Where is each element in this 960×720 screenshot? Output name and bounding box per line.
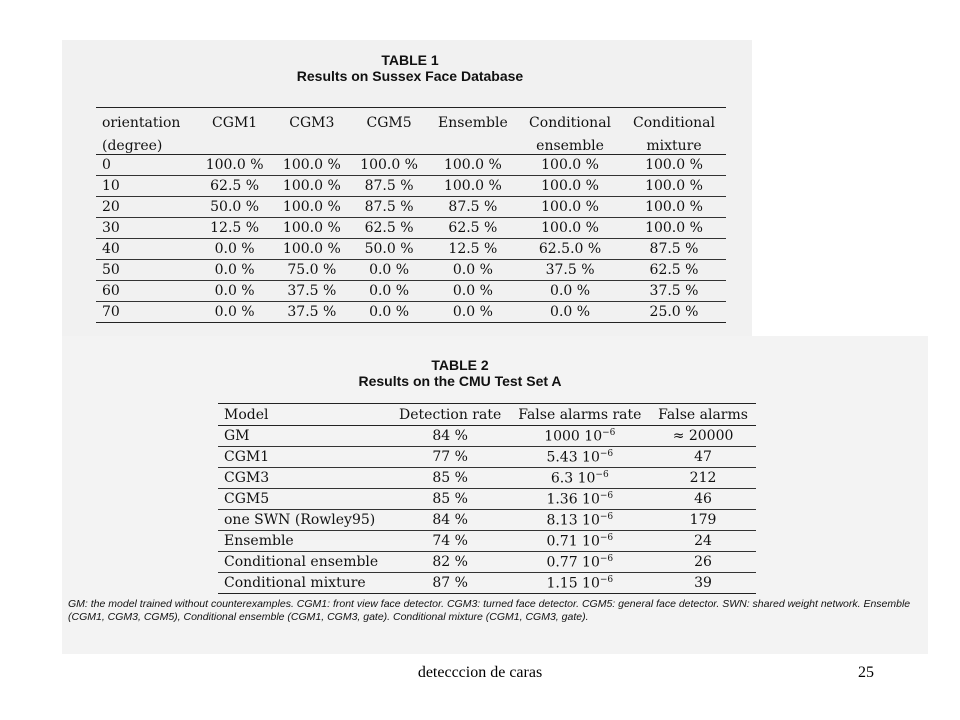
header-cell: [273, 131, 350, 155]
model-cell: CGM1: [218, 447, 391, 468]
table-row: [218, 447, 756, 468]
false-alarm-rate-base: 1.15 10: [546, 575, 600, 592]
orientation-cell: 10: [96, 176, 196, 197]
result-cell: 87.5 %: [622, 239, 726, 260]
table-row: [218, 426, 756, 447]
false-alarm-rate-base: 1.36 10: [546, 491, 600, 508]
model-cell: CGM3: [218, 468, 391, 489]
result-cell: 100.0 %: [518, 197, 622, 218]
result-cell: 37.5 %: [622, 281, 726, 302]
result-cell: 12.5 %: [196, 218, 273, 239]
result-cell: 100.0 %: [350, 155, 427, 176]
false-alarms-cell: 46: [650, 489, 756, 510]
orientation-cell: 40: [96, 239, 196, 260]
table-row: [218, 489, 756, 510]
false-alarm-rate-base: 6.3 10: [550, 470, 596, 487]
result-cell: 37.5 %: [273, 302, 350, 323]
false-alarm-rate-cell: [510, 447, 651, 468]
result-cell: 100.0 %: [273, 218, 350, 239]
header-cell: ensemble: [518, 131, 622, 155]
false-alarm-rate-cell: [510, 510, 651, 531]
result-cell: 100.0 %: [622, 197, 726, 218]
table-2-header-row: [218, 404, 756, 426]
table-1-body: [96, 155, 726, 323]
result-cell: 0.0 %: [350, 281, 427, 302]
result-cell: 12.5 %: [428, 239, 518, 260]
table-row: [96, 302, 726, 323]
orientation-cell: 60: [96, 281, 196, 302]
table-row: [96, 260, 726, 281]
false-alarm-rate-exponent: −6: [599, 490, 614, 501]
detection-rate-cell: 74 %: [391, 531, 510, 552]
result-cell: 87.5 %: [428, 197, 518, 218]
header-cell: False alarms: [650, 404, 756, 426]
result-cell: 50.0 %: [350, 239, 427, 260]
header-cell: [428, 131, 518, 155]
result-cell: 100.0 %: [273, 176, 350, 197]
header-cell: (degree): [96, 131, 196, 155]
detection-rate-cell: 84 %: [391, 510, 510, 531]
result-cell: 0.0 %: [350, 260, 427, 281]
header-cell: [196, 131, 273, 155]
result-cell: 100.0 %: [428, 155, 518, 176]
result-cell: 0.0 %: [428, 281, 518, 302]
table-2-title: Results on the CMU Test Set A: [358, 373, 562, 390]
table-row: [218, 552, 756, 573]
result-cell: 0.0 %: [518, 281, 622, 302]
false-alarms-cell: 24: [650, 531, 756, 552]
cmu-results-table: [218, 403, 756, 594]
table-row: [218, 510, 756, 531]
result-cell: 0.0 %: [196, 239, 273, 260]
detection-rate-cell: 82 %: [391, 552, 510, 573]
result-cell: 0.0 %: [428, 302, 518, 323]
orientation-cell: 0: [96, 155, 196, 176]
model-cell: Conditional mixture: [218, 573, 391, 594]
orientation-cell: 70: [96, 302, 196, 323]
false-alarms-cell: ≈ 20000: [650, 426, 756, 447]
header-cell: CGM1: [196, 108, 273, 132]
table-1-header-row-bottom: [96, 131, 726, 155]
orientation-cell: 50: [96, 260, 196, 281]
header-cell: Conditional: [622, 108, 726, 132]
result-cell: 62.5 %: [196, 176, 273, 197]
result-cell: 100.0 %: [518, 218, 622, 239]
table-row: [218, 531, 756, 552]
false-alarms-cell: 39: [650, 573, 756, 594]
result-cell: 0.0 %: [428, 260, 518, 281]
result-cell: 62.5 %: [350, 218, 427, 239]
result-cell: 100.0 %: [428, 176, 518, 197]
orientation-cell: 20: [96, 197, 196, 218]
table-2-label: TABLE 2: [431, 357, 489, 373]
result-cell: 100.0 %: [196, 155, 273, 176]
table-footnote: GM: the model trained without counterexamples. CGM1: front view face detector. CGM3: turned face detector. CGM5: general face detector. SWN: shared weight network. Ensemble (CGM1, CGM3, CGM5), Conditional ensemble (CGM1, CGM3, gate). Conditional mixture (CGM1, CGM3, gate).: [68, 598, 911, 623]
header-cell: orientation: [96, 108, 196, 132]
header-cell: mixture: [622, 131, 726, 155]
table-row: [218, 468, 756, 489]
result-cell: 62.5 %: [622, 260, 726, 281]
model-cell: Conditional ensemble: [218, 552, 391, 573]
sussex-results-table: [96, 107, 726, 323]
result-cell: 25.0 %: [622, 302, 726, 323]
result-cell: 100.0 %: [273, 155, 350, 176]
false-alarm-rate-exponent: −6: [599, 511, 614, 522]
false-alarm-rate-cell: [510, 531, 651, 552]
header-cell: Conditional: [518, 108, 622, 132]
header-cell: False alarms rate: [510, 404, 651, 426]
false-alarm-rate-base: 8.13 10: [546, 512, 600, 529]
table-2-body: [218, 426, 756, 594]
result-cell: 100.0 %: [273, 239, 350, 260]
header-cell: CGM5: [350, 108, 427, 132]
result-cell: 100.0 %: [622, 155, 726, 176]
detection-rate-cell: 85 %: [391, 468, 510, 489]
result-cell: 50.0 %: [196, 197, 273, 218]
model-cell: one SWN (Rowley95): [218, 510, 391, 531]
detection-rate-cell: 77 %: [391, 447, 510, 468]
false-alarm-rate-base: 1000 10: [544, 428, 603, 445]
false-alarms-cell: 179: [650, 510, 756, 531]
header-cell: Model: [218, 404, 391, 426]
table-1-caption: [220, 52, 600, 84]
header-cell: Ensemble: [428, 108, 518, 132]
table-2-caption: [300, 357, 620, 389]
table-row: [96, 197, 726, 218]
header-cell: Detection rate: [391, 404, 510, 426]
table-row: [96, 176, 726, 197]
table-row: [96, 218, 726, 239]
result-cell: 87.5 %: [350, 176, 427, 197]
model-cell: Ensemble: [218, 531, 391, 552]
result-cell: 75.0 %: [273, 260, 350, 281]
false-alarm-rate-cell: [510, 468, 651, 489]
model-cell: GM: [218, 426, 391, 447]
false-alarm-rate-cell: [510, 489, 651, 510]
result-cell: 0.0 %: [196, 302, 273, 323]
result-cell: 62.5.0 %: [518, 239, 622, 260]
detection-rate-cell: 84 %: [391, 426, 510, 447]
model-cell: CGM5: [218, 489, 391, 510]
orientation-cell: 30: [96, 218, 196, 239]
false-alarm-rate-base: 0.71 10: [546, 533, 600, 550]
table-row: [96, 155, 726, 176]
result-cell: 37.5 %: [273, 281, 350, 302]
false-alarms-cell: 26: [650, 552, 756, 573]
false-alarms-cell: 212: [650, 468, 756, 489]
false-alarm-rate-cell: [510, 552, 651, 573]
false-alarm-rate-cell: [510, 426, 651, 447]
slide-footer-title: detecccion de caras: [417, 664, 543, 681]
table-1-label: TABLE 1: [381, 52, 439, 68]
false-alarm-rate-base: 5.43 10: [546, 449, 600, 466]
table-row: [96, 239, 726, 260]
result-cell: 100.0 %: [273, 197, 350, 218]
detection-rate-cell: 85 %: [391, 489, 510, 510]
false-alarm-rate-exponent: −6: [602, 427, 616, 438]
result-cell: 62.5 %: [428, 218, 518, 239]
header-cell: [350, 131, 427, 155]
result-cell: 0.0 %: [196, 281, 273, 302]
false-alarm-rate-exponent: −6: [595, 469, 609, 480]
result-cell: 100.0 %: [622, 218, 726, 239]
result-cell: 87.5 %: [350, 197, 427, 218]
false-alarm-rate-exponent: −6: [599, 574, 614, 585]
false-alarm-rate-exponent: −6: [599, 553, 614, 564]
false-alarm-rate-base: 0.77 10: [546, 554, 600, 571]
false-alarm-rate-exponent: −6: [599, 448, 614, 459]
table-1-title: Results on Sussex Face Database: [296, 68, 524, 85]
result-cell: 100.0 %: [518, 155, 622, 176]
detection-rate-cell: 87 %: [391, 573, 510, 594]
table-row: [96, 281, 726, 302]
result-cell: 100.0 %: [622, 176, 726, 197]
result-cell: 0.0 %: [196, 260, 273, 281]
table-1-header-row-top: [96, 108, 726, 132]
result-cell: 37.5 %: [518, 260, 622, 281]
false-alarm-rate-cell: [510, 573, 651, 594]
result-cell: 100.0 %: [518, 176, 622, 197]
slide-page-number: 25: [858, 664, 874, 681]
false-alarm-rate-exponent: −6: [599, 532, 614, 543]
result-cell: 0.0 %: [350, 302, 427, 323]
false-alarms-cell: 47: [650, 447, 756, 468]
header-cell: CGM3: [273, 108, 350, 132]
table-row: [218, 573, 756, 594]
result-cell: 0.0 %: [518, 302, 622, 323]
